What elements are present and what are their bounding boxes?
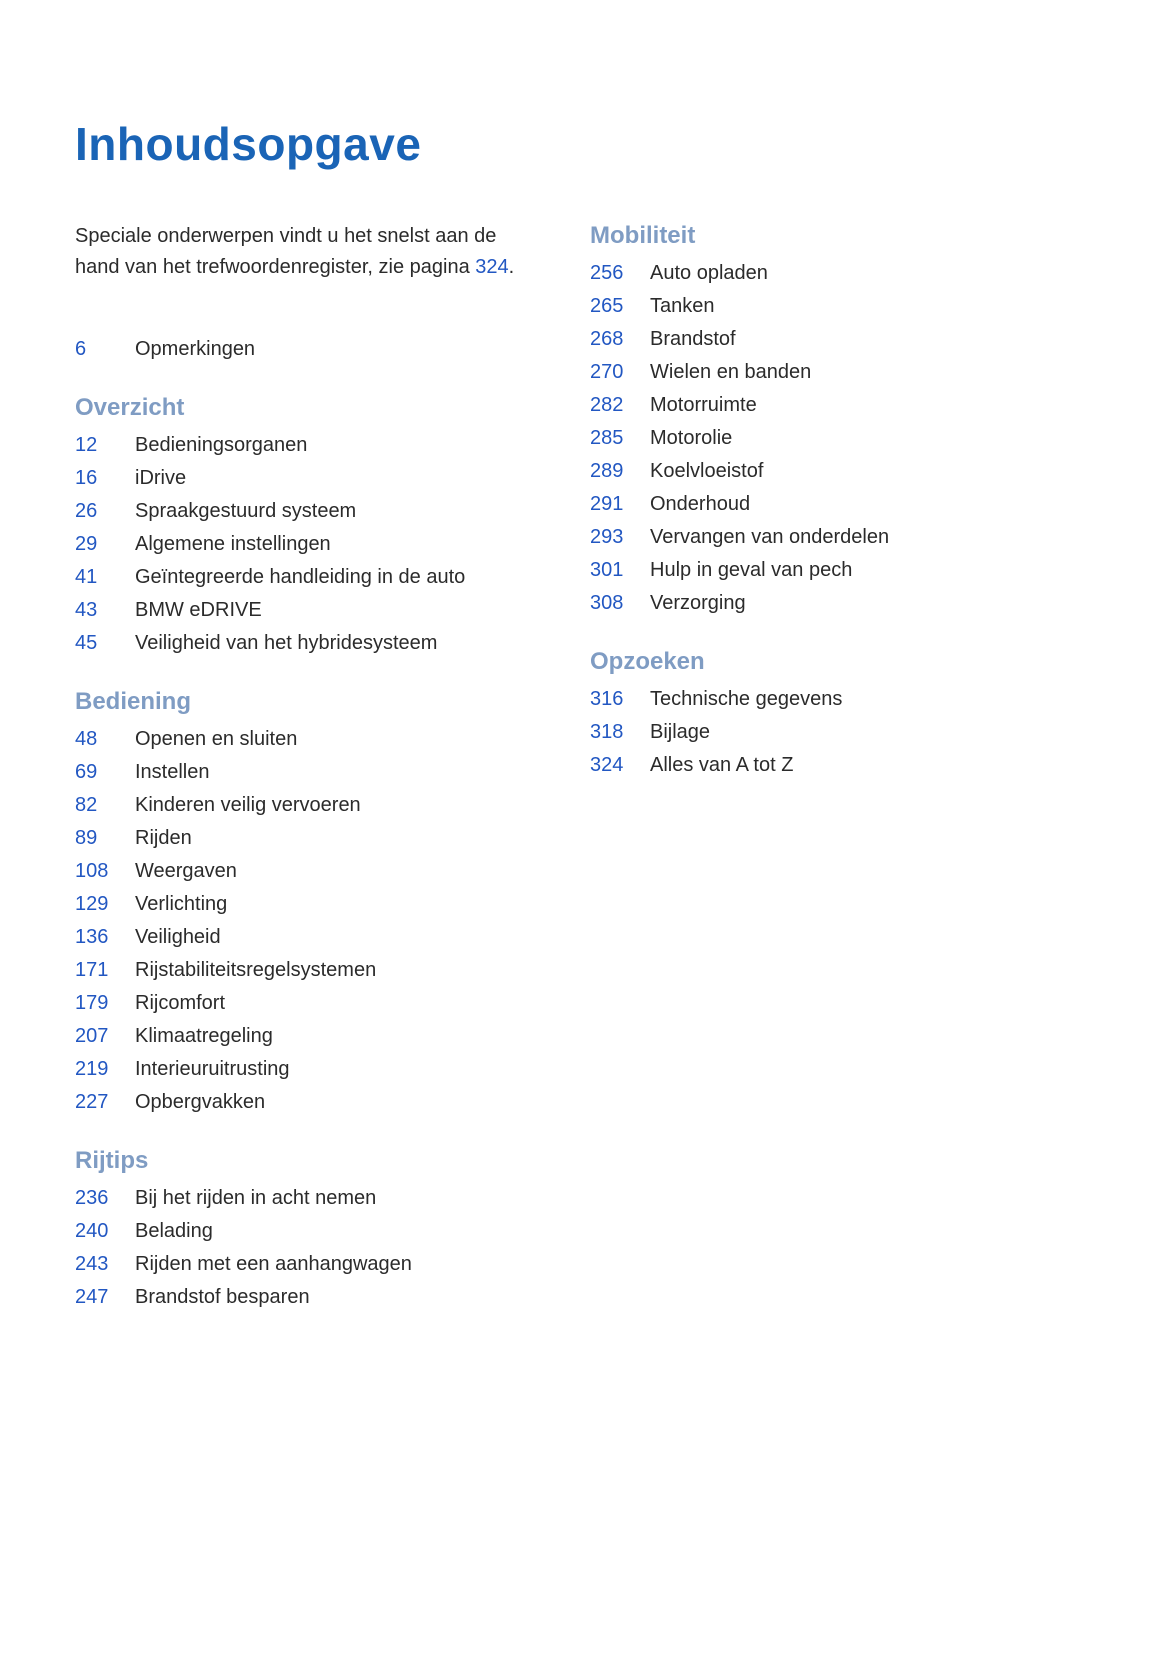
toc-entry-weergaven[interactable] [75, 855, 535, 888]
toc-entry-verzorging[interactable] [590, 587, 1090, 620]
toc-entry-label: Algemene instellingen [135, 532, 331, 555]
toc-page-number[interactable]: 89 [75, 826, 98, 849]
section-heading-overzicht: Overzicht [75, 393, 185, 421]
toc-entry-label: BMW eDRIVE [135, 598, 262, 621]
toc-page-number[interactable]: 41 [75, 565, 98, 588]
toc-page-number[interactable]: 318 [590, 720, 624, 743]
section-heading-rijtips: Rijtips [75, 1146, 149, 1174]
toc-page-number[interactable]: 256 [590, 261, 624, 284]
intro-text-after: . [508, 255, 515, 278]
toc-entry-label: Bedieningsorganen [135, 433, 308, 456]
toc-entry-auto-opladen[interactable] [590, 257, 1090, 290]
toc-entry-label: Opbergvakken [135, 1090, 266, 1113]
toc-entry-koelvloeistof[interactable] [590, 455, 1090, 488]
toc-page-number[interactable]: 270 [590, 360, 624, 383]
intro-text-before: Speciale onderwerpen vindt u het snelst aan de hand van het trefwoordenregister, zie pagina [75, 224, 497, 278]
toc-entry-opbergvakken[interactable] [75, 1086, 535, 1119]
toc-entry-label: Opmerkingen [135, 337, 256, 360]
toc-entry-label: Auto opladen [650, 261, 768, 284]
toc-entry-hulp-in-geval-van-pech[interactable] [590, 554, 1090, 587]
toc-page-number[interactable]: 247 [75, 1285, 109, 1308]
toc-entry-label: iDrive [135, 466, 187, 489]
toc-entry-label: Vervangen van onderdelen [650, 525, 890, 548]
toc-sections-right [590, 221, 1090, 782]
toc-entry-opmerkingen[interactable] [75, 333, 535, 366]
toc-entry-idrive[interactable] [75, 462, 535, 495]
section-heading-opzoeken: Opzoeken [590, 647, 705, 675]
toc-entry-label: Kinderen veilig vervoeren [135, 793, 361, 816]
toc-entry-rijden-met-een-aanhangwagen[interactable] [75, 1248, 535, 1281]
toc-entry-label: Brandstof besparen [135, 1285, 310, 1308]
toc-page-number[interactable]: 207 [75, 1024, 109, 1047]
toc-column-left [75, 221, 535, 1314]
toc-entry-bedieningsorganen[interactable] [75, 429, 535, 462]
toc-entry-label: Belading [135, 1219, 213, 1242]
toc-entry-interieuruitrusting[interactable] [75, 1053, 535, 1086]
toc-page-number[interactable]: 265 [590, 294, 624, 317]
toc-page-number[interactable]: 29 [75, 532, 98, 555]
toc-page-number[interactable]: 82 [75, 793, 98, 816]
toc-page-number[interactable]: 240 [75, 1219, 109, 1242]
toc-entry-belading[interactable] [75, 1215, 535, 1248]
toc-entry-label: Weergaven [135, 859, 237, 882]
toc-entry-label: Rijstabiliteitsregelsystemen [135, 958, 377, 981]
toc-page-number[interactable]: 308 [590, 591, 624, 614]
toc-page-number[interactable]: 43 [75, 598, 98, 621]
toc-page-number[interactable]: 108 [75, 859, 109, 882]
section-heading-bediening: Bediening [75, 687, 192, 715]
toc-columns [75, 221, 1095, 1314]
toc-page-number[interactable]: 291 [590, 492, 624, 515]
toc-entry-vervangen-van-onderdelen[interactable] [590, 521, 1090, 554]
toc-entry-alles-van-a-tot-z[interactable] [590, 749, 1090, 782]
toc-entry-bij-het-rijden-in-acht-nemen[interactable] [75, 1182, 535, 1215]
toc-entry-label: Veiligheid [135, 925, 221, 948]
toc-entry-rijden[interactable] [75, 822, 535, 855]
toc-entry-label: Verzorging [650, 591, 746, 614]
toc-page-number[interactable]: 324 [590, 753, 624, 776]
toc-entry-openen-en-sluiten[interactable] [75, 723, 535, 756]
toc-entry-veiligheid-van-het-hybridesysteem[interactable] [75, 627, 535, 660]
toc-entry-label: Instellen [135, 760, 210, 783]
toc-entry-verlichting[interactable] [75, 888, 535, 921]
toc-entry-label: Veiligheid van het hybridesysteem [135, 631, 438, 654]
toc-entry-ge-ntegreerde-handleiding-in-de-auto[interactable] [75, 561, 535, 594]
toc-entry-klimaatregeling[interactable] [75, 1020, 535, 1053]
toc-entry-label: Bij het rijden in acht nemen [135, 1186, 377, 1209]
toc-entry-label: Verlichting [135, 892, 228, 915]
toc-entry-label: Rijden [135, 826, 192, 849]
toc-entry-label: Rijden met een aanhangwagen [135, 1252, 412, 1275]
toc-entry-label: Bijlage [650, 720, 711, 743]
toc-page-number[interactable]: 69 [75, 760, 98, 783]
toc-entry-brandstof-besparen[interactable] [75, 1281, 535, 1314]
toc-page-number[interactable]: 171 [75, 958, 109, 981]
toc-section-rijtips [75, 1146, 535, 1314]
toc-page-number[interactable]: 227 [75, 1090, 109, 1113]
toc-entry-label: Alles van A tot Z [650, 753, 794, 776]
toc-page-number[interactable]: 45 [75, 631, 98, 654]
toc-entry-label: Hulp in geval van pech [650, 558, 853, 581]
section-heading-mobiliteit: Mobiliteit [590, 221, 696, 249]
toc-entry-label: Klimaatregeling [135, 1024, 273, 1047]
toc-section-unlabeled [75, 333, 535, 366]
toc-entry-label: Motorruimte [650, 393, 757, 416]
toc-entry-label: Rijcomfort [135, 991, 226, 1014]
toc-entry-label: Koelvloeistof [650, 459, 764, 482]
toc-page-number[interactable]: 243 [75, 1252, 109, 1275]
toc-entry-label: Technische gegevens [650, 687, 843, 710]
toc-page-number[interactable]: 48 [75, 727, 98, 750]
toc-entry-label: Interieuruitrusting [135, 1057, 290, 1080]
toc-entry-algemene-instellingen[interactable] [75, 528, 535, 561]
toc-page-number[interactable]: 316 [590, 687, 624, 710]
toc-entry-label: Onderhoud [650, 492, 751, 515]
toc-entry-tanken[interactable] [590, 290, 1090, 323]
toc-page-number[interactable]: 6 [75, 337, 87, 360]
toc-page-number[interactable]: 12 [75, 433, 98, 456]
toc-section-bediening [75, 687, 535, 1119]
toc-entry-rijstabiliteitsregelsystemen[interactable] [75, 954, 535, 987]
toc-page-number[interactable]: 289 [590, 459, 624, 482]
toc-page-number[interactable]: 136 [75, 925, 109, 948]
toc-page-number[interactable]: 236 [75, 1186, 109, 1209]
toc-entry-bijlage[interactable] [590, 716, 1090, 749]
toc-sections-left [75, 333, 535, 1314]
toc-page-number[interactable]: 285 [590, 426, 624, 449]
toc-entry-label: Openen en sluiten [135, 727, 298, 750]
toc-entry-label: Wielen en banden [650, 360, 812, 383]
toc-entry-technische-gegevens[interactable] [590, 683, 1090, 716]
toc-page-number[interactable]: 282 [590, 393, 624, 416]
toc-entry-veiligheid[interactable] [75, 921, 535, 954]
toc-entry-brandstof[interactable] [590, 323, 1090, 356]
toc-section-overzicht [75, 393, 535, 660]
toc-entry-label: Motorolie [650, 426, 733, 449]
toc-page-number[interactable]: 219 [75, 1057, 109, 1080]
page-title: Inhoudsopgave [75, 118, 422, 170]
toc-page-number[interactable]: 179 [75, 991, 109, 1014]
toc-entry-label: Spraakgestuurd systeem [135, 499, 357, 522]
toc-entry-onderhoud[interactable] [590, 488, 1090, 521]
toc-page-number[interactable]: 26 [75, 499, 98, 522]
toc-entry-label: Brandstof [650, 327, 736, 350]
toc-section-opzoeken [590, 647, 1090, 782]
toc-entry-spraakgestuurd-systeem[interactable] [75, 495, 535, 528]
toc-entry-motorolie[interactable] [590, 422, 1090, 455]
toc-entry-kinderen-veilig-vervoeren[interactable] [75, 789, 535, 822]
toc-column-right [590, 221, 1090, 782]
intro-page-link[interactable]: 324 [475, 255, 509, 278]
toc-entry-motorruimte[interactable] [590, 389, 1090, 422]
toc-page-number[interactable]: 293 [590, 525, 624, 548]
toc-entry-bmw-edrive[interactable] [75, 594, 535, 627]
toc-entry-wielen-en-banden[interactable] [590, 356, 1090, 389]
toc-section-mobiliteit [590, 221, 1090, 620]
toc-entry-label: Tanken [650, 294, 715, 317]
toc-entry-rijcomfort[interactable] [75, 987, 535, 1020]
toc-page-number[interactable]: 129 [75, 892, 109, 915]
toc-entry-instellen[interactable] [75, 756, 535, 789]
toc-page-number[interactable]: 268 [590, 327, 624, 350]
toc-page-number[interactable]: 16 [75, 466, 98, 489]
toc-entry-label: Geïntegreerde handleiding in de auto [135, 565, 466, 588]
toc-page-number[interactable]: 301 [590, 558, 624, 581]
intro-paragraph [75, 221, 537, 283]
